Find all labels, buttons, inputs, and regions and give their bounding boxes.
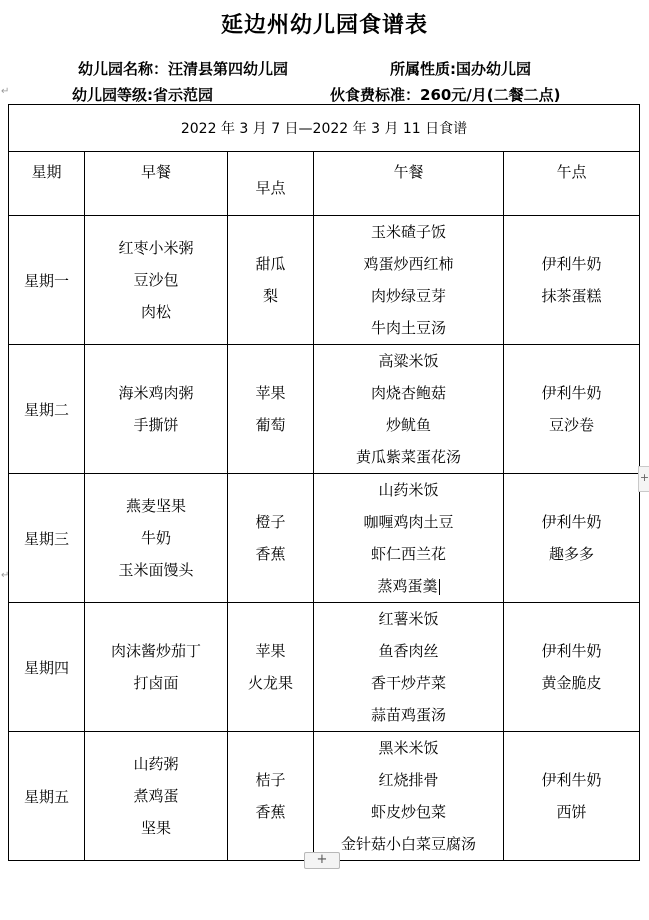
weekday-cell[interactable] xyxy=(9,732,85,861)
weekday-label: 星期四 xyxy=(23,658,69,677)
add-column-button[interactable]: + xyxy=(638,466,649,492)
afternoon-snack-item: 黄金脆皮 xyxy=(541,674,602,692)
afternoon-snack-item: 伊利牛奶 xyxy=(541,771,602,789)
breakfast-cell[interactable] xyxy=(85,732,228,861)
weekday-cell[interactable] xyxy=(9,474,85,603)
kindergarten-grade: 幼儿园等级:省示范园 xyxy=(72,86,213,104)
table-row xyxy=(9,216,640,345)
header-morning-snack: 早点 xyxy=(228,152,314,216)
table-row xyxy=(9,345,640,474)
morning-snack-item: 葡萄 xyxy=(255,416,286,434)
afternoon-snack-cell[interactable] xyxy=(504,603,640,732)
lunch-item: 金针菇小白菜豆腐汤 xyxy=(340,835,476,853)
kindergarten-name: 幼儿园名称：汪清县第四幼儿园 xyxy=(78,60,289,78)
lunch-item: 红薯米饭 xyxy=(378,610,439,628)
row-marker-icon: ↵ xyxy=(1,86,10,97)
lunch-item: 黑米米饭 xyxy=(378,739,439,757)
afternoon-snack-item: 伊利牛奶 xyxy=(541,513,602,531)
lunch-item: 山药米饭 xyxy=(378,481,439,499)
lunch-item: 鸡蛋炒西红柿 xyxy=(363,255,454,273)
lunch-cell[interactable] xyxy=(314,216,504,345)
lunch-item: 牛肉土豆汤 xyxy=(370,319,446,337)
table-row xyxy=(9,603,640,732)
afternoon-snack-item: 伊利牛奶 xyxy=(541,642,602,660)
breakfast-cell[interactable] xyxy=(85,345,228,474)
header-weekday: 星期 xyxy=(9,152,85,216)
lunch-item: 咖喱鸡肉土豆 xyxy=(363,513,454,531)
morning-snack-item: 火龙果 xyxy=(247,674,293,692)
afternoon-snack-cell[interactable] xyxy=(504,474,640,603)
lunch-item: 高粱米饭 xyxy=(378,352,439,370)
lunch-cell[interactable] xyxy=(314,474,504,603)
afternoon-snack-cell[interactable] xyxy=(504,216,640,345)
header-lunch: 午餐 xyxy=(314,152,504,216)
breakfast-item: 山药粥 xyxy=(133,755,179,773)
breakfast-item: 手撕饼 xyxy=(133,416,179,434)
breakfast-cell[interactable] xyxy=(85,474,228,603)
breakfast-cell[interactable] xyxy=(85,216,228,345)
breakfast-item: 燕麦坚果 xyxy=(125,497,186,515)
table-row xyxy=(9,732,640,861)
afternoon-snack-item: 西饼 xyxy=(556,803,587,821)
weekday-cell[interactable] xyxy=(9,216,85,345)
add-row-button[interactable]: + xyxy=(304,852,340,869)
morning-snack-cell[interactable] xyxy=(228,603,314,732)
morning-snack-item: 香蕉 xyxy=(255,803,286,821)
breakfast-item: 海米鸡肉粥 xyxy=(118,384,194,402)
lunch-item: 肉烧杏鲍菇 xyxy=(370,384,446,402)
morning-snack-item: 橙子 xyxy=(255,513,286,531)
lunch-item: 蒸鸡蛋羹 xyxy=(377,577,438,595)
morning-snack-item: 甜瓜 xyxy=(255,255,286,273)
lunch-item: 香干炒芹菜 xyxy=(370,674,446,692)
lunch-item: 炒鱿鱼 xyxy=(385,416,431,434)
meal-fee: 伙食费标准：260元/月(二餐二点) xyxy=(330,86,561,104)
breakfast-item: 坚果 xyxy=(140,819,171,837)
breakfast-item: 牛奶 xyxy=(140,529,171,547)
afternoon-snack-item: 豆沙卷 xyxy=(549,416,595,434)
breakfast-item: 肉沫酱炒茄丁 xyxy=(110,642,201,660)
weekday-label: 星期三 xyxy=(23,529,69,548)
lunch-item: 黄瓜紫菜蛋花汤 xyxy=(355,448,461,466)
lunch-item: 红烧排骨 xyxy=(378,771,439,789)
breakfast-item: 玉米面馒头 xyxy=(118,561,194,579)
afternoon-snack-cell[interactable] xyxy=(504,732,640,861)
row-marker-icon: ↵ xyxy=(1,570,10,581)
lunch-cell[interactable] xyxy=(314,603,504,732)
weekday-cell[interactable] xyxy=(9,603,85,732)
text-cursor xyxy=(439,579,440,595)
lunch-cell[interactable] xyxy=(314,345,504,474)
afternoon-snack-item: 趣多多 xyxy=(549,545,595,563)
header-afternoon-snack: 午点 xyxy=(504,152,640,216)
lunch-item: 肉炒绿豆芽 xyxy=(370,287,446,305)
header-breakfast: 早餐 xyxy=(85,152,228,216)
morning-snack-cell[interactable] xyxy=(228,732,314,861)
lunch-item: 鱼香肉丝 xyxy=(378,642,439,660)
lunch-cell[interactable] xyxy=(314,732,504,861)
morning-snack-item: 香蕉 xyxy=(255,545,286,563)
weekday-label: 星期二 xyxy=(23,400,69,419)
lunch-item: 虾皮炒包菜 xyxy=(370,803,446,821)
weekday-label: 星期一 xyxy=(23,271,69,290)
breakfast-item: 豆沙包 xyxy=(133,271,179,289)
morning-snack-cell[interactable] xyxy=(228,345,314,474)
morning-snack-item: 苹果 xyxy=(255,384,286,402)
page-title: 延边州幼儿园食谱表 xyxy=(220,12,428,38)
morning-snack-item: 桔子 xyxy=(255,771,286,789)
kindergarten-nature: 所属性质:国办幼儿园 xyxy=(390,60,531,78)
breakfast-item: 肉松 xyxy=(140,303,171,321)
weekday-cell[interactable] xyxy=(9,345,85,474)
lunch-item: 玉米碴子饭 xyxy=(370,223,446,241)
lunch-item: 蒜苗鸡蛋汤 xyxy=(370,706,446,724)
morning-snack-item: 梨 xyxy=(262,287,278,305)
weekday-label: 星期五 xyxy=(23,787,69,806)
afternoon-snack-cell[interactable] xyxy=(504,345,640,474)
morning-snack-cell[interactable] xyxy=(228,474,314,603)
table-header-row xyxy=(9,152,640,216)
lunch-item: 虾仁西兰花 xyxy=(370,545,446,563)
breakfast-item: 煮鸡蛋 xyxy=(133,787,179,805)
menu-table xyxy=(8,104,640,861)
morning-snack-cell[interactable] xyxy=(228,216,314,345)
breakfast-item: 打卤面 xyxy=(133,674,179,692)
afternoon-snack-item: 抹茶蛋糕 xyxy=(541,287,602,305)
afternoon-snack-item: 伊利牛奶 xyxy=(541,255,602,273)
morning-snack-item: 苹果 xyxy=(255,642,286,660)
afternoon-snack-item: 伊利牛奶 xyxy=(541,384,602,402)
date-range: 2022 年 3 月 7 日—2022 年 3 月 11 日食谱 xyxy=(9,105,640,152)
table-row xyxy=(9,474,640,603)
breakfast-cell[interactable] xyxy=(85,603,228,732)
breakfast-item: 红枣小米粥 xyxy=(118,239,194,257)
